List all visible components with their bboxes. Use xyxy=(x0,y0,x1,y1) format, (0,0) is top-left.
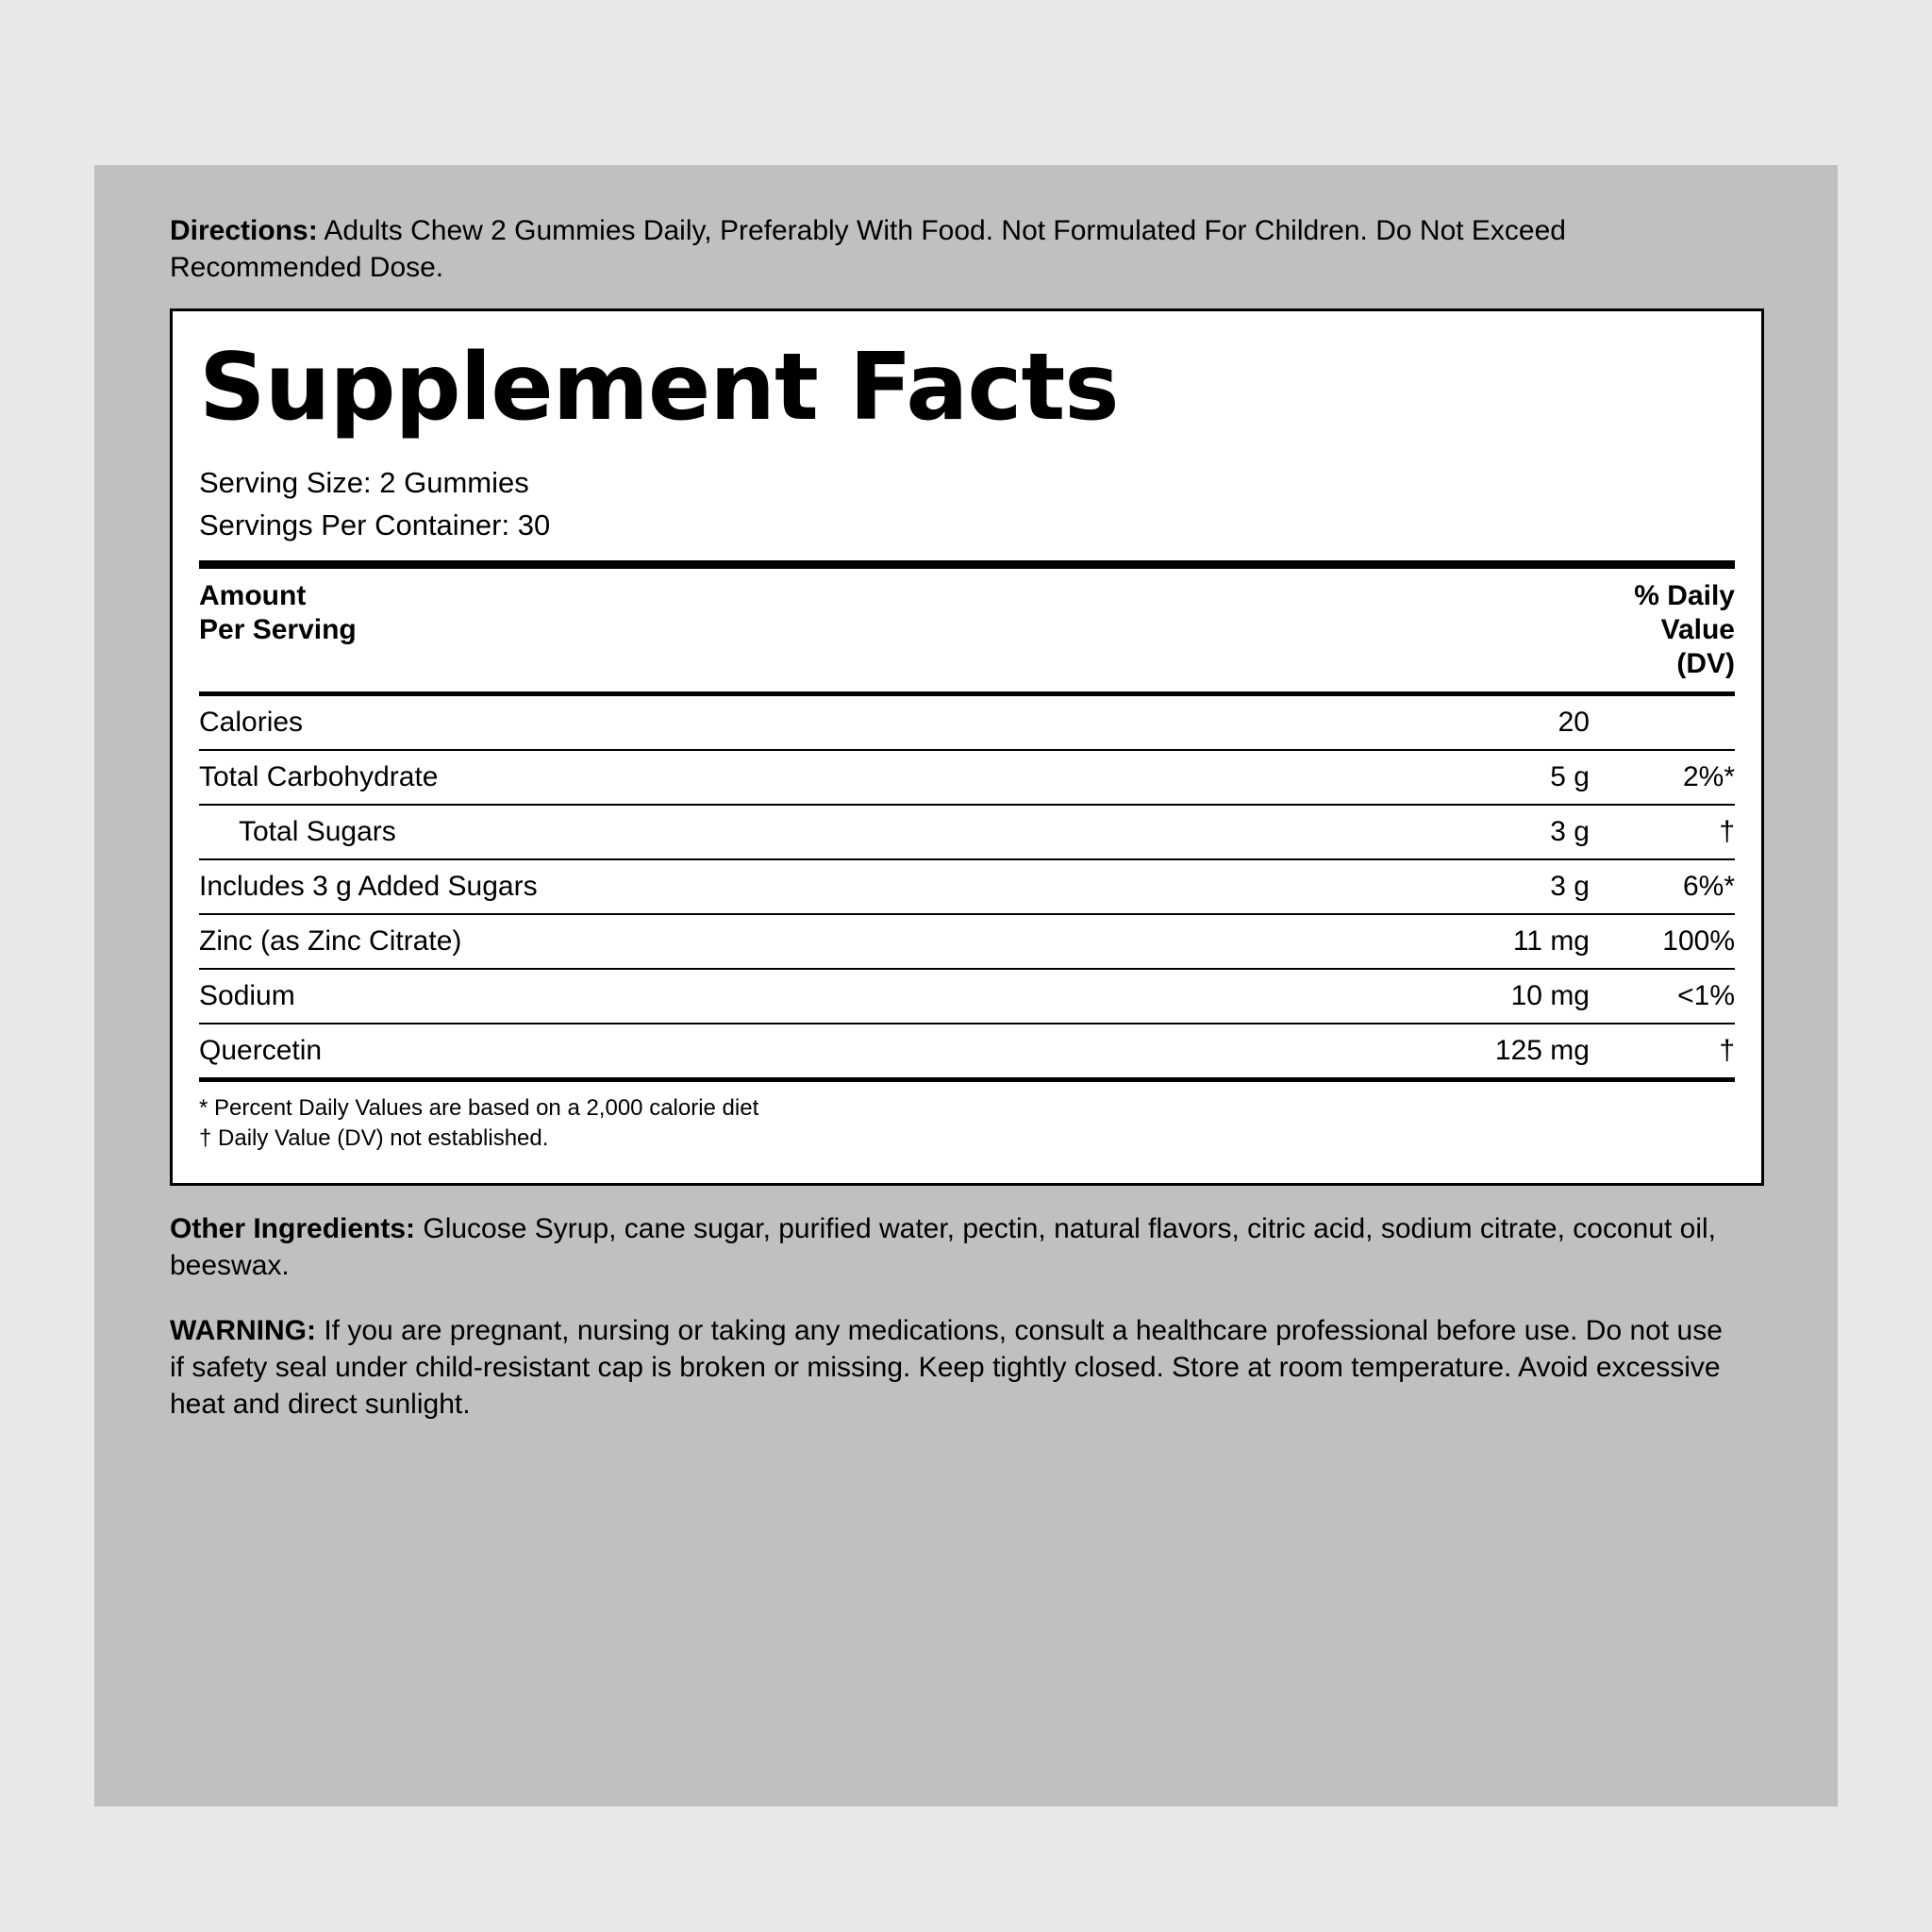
footnote-dagger: † Daily Value (DV) not established. xyxy=(199,1125,549,1152)
directions-paragraph xyxy=(170,212,1717,286)
nutrient-name: Total Carbohydrate xyxy=(199,750,1391,805)
dv-header-line3: (DV) xyxy=(1676,647,1735,679)
servings-per-container: Servings Per Container: 30 xyxy=(199,508,551,541)
table-row xyxy=(199,969,1735,1024)
nutrient-amount: 125 mg xyxy=(1494,1034,1590,1066)
nutrient-dv: 6%* xyxy=(1612,859,1735,914)
table-row xyxy=(199,750,1735,805)
nutrient-dv: † xyxy=(1719,1034,1735,1066)
nutrient-amount: 3 g xyxy=(1391,859,1612,914)
nutrient-name: Zinc (as Zinc Citrate) xyxy=(199,914,1391,969)
warning-paragraph xyxy=(170,1312,1736,1423)
nutrient-name: Sodium xyxy=(199,969,1391,1024)
warning-text: If you are pregnant, nursing or taking any medications, consult a healthcare professional before use. Do not use if safety seal under child-resistant cap is broken or missing. Keep tightly closed. Store at room temperature. Avoid excessive heat and direct sunlight. xyxy=(170,1314,1723,1420)
nutrient-dv: 100% xyxy=(1612,914,1735,969)
nutrient-amount: 10 mg xyxy=(1391,969,1612,1024)
supplement-facts-table xyxy=(199,569,1735,691)
daily-value-header xyxy=(1612,569,1735,691)
dv-header-line2: Value xyxy=(1660,613,1735,645)
serving-size: Serving Size: 2 Gummies xyxy=(199,466,529,499)
amount-header-line1: Amount xyxy=(199,579,307,611)
label-panel xyxy=(94,165,1838,1807)
directions-text: Adults Chew 2 Gummies Daily, Preferably With Food. Not Formulated For Children. Do Not Exceed Recommended Dose. xyxy=(170,215,1566,283)
footnote-percent-daily-value: * Percent Daily Values are based on a 2,000 calorie diet xyxy=(199,1094,759,1121)
other-ingredients-paragraph xyxy=(170,1210,1736,1284)
nutrient-name: Quercetin xyxy=(199,1034,323,1066)
amount-per-serving-header xyxy=(199,569,1391,691)
footnotes xyxy=(199,1082,1735,1155)
table-row xyxy=(199,696,1735,750)
warning-label: WARNING: xyxy=(170,1314,316,1346)
nutrient-dv: <1% xyxy=(1612,969,1735,1024)
nutrient-amount: 20 xyxy=(1391,696,1612,750)
supplement-facts-box xyxy=(170,308,1764,1186)
amount-header-line2: Per Serving xyxy=(199,613,357,645)
directions-label: Directions: xyxy=(170,215,318,246)
other-ingredients-text: Glucose Syrup, cane sugar, purified water, pectin, natural flavors, citric acid, sodium citrate, coconut oil, beeswax. xyxy=(170,1212,1717,1281)
nutrient-dv: † xyxy=(1612,805,1735,859)
divider-thick-top xyxy=(199,560,1735,569)
nutrient-name: Total Sugars xyxy=(199,805,1391,859)
nutrient-amount: 5 g xyxy=(1391,750,1612,805)
nutrient-dv: 2%* xyxy=(1612,750,1735,805)
table-row xyxy=(199,914,1735,969)
table-row xyxy=(199,1024,1735,1077)
nutrient-amount: 11 mg xyxy=(1391,914,1612,969)
supplement-facts-title: Supplement Facts xyxy=(199,334,1119,441)
header-spacer xyxy=(1391,569,1612,691)
label-content xyxy=(170,212,1764,1451)
nutrient-name: Calories xyxy=(199,696,1391,750)
dv-header-line1: % Daily xyxy=(1634,579,1735,611)
other-ingredients-label: Other Ingredients: xyxy=(170,1212,416,1244)
table-row xyxy=(199,859,1735,914)
nutrient-name: Includes 3 g Added Sugars xyxy=(199,859,1391,914)
table-header-row xyxy=(199,569,1735,691)
table-row xyxy=(199,805,1735,859)
nutrient-rows-table xyxy=(199,696,1735,1077)
nutrient-amount: 3 g xyxy=(1391,805,1612,859)
nutrient-dv xyxy=(1612,696,1735,750)
